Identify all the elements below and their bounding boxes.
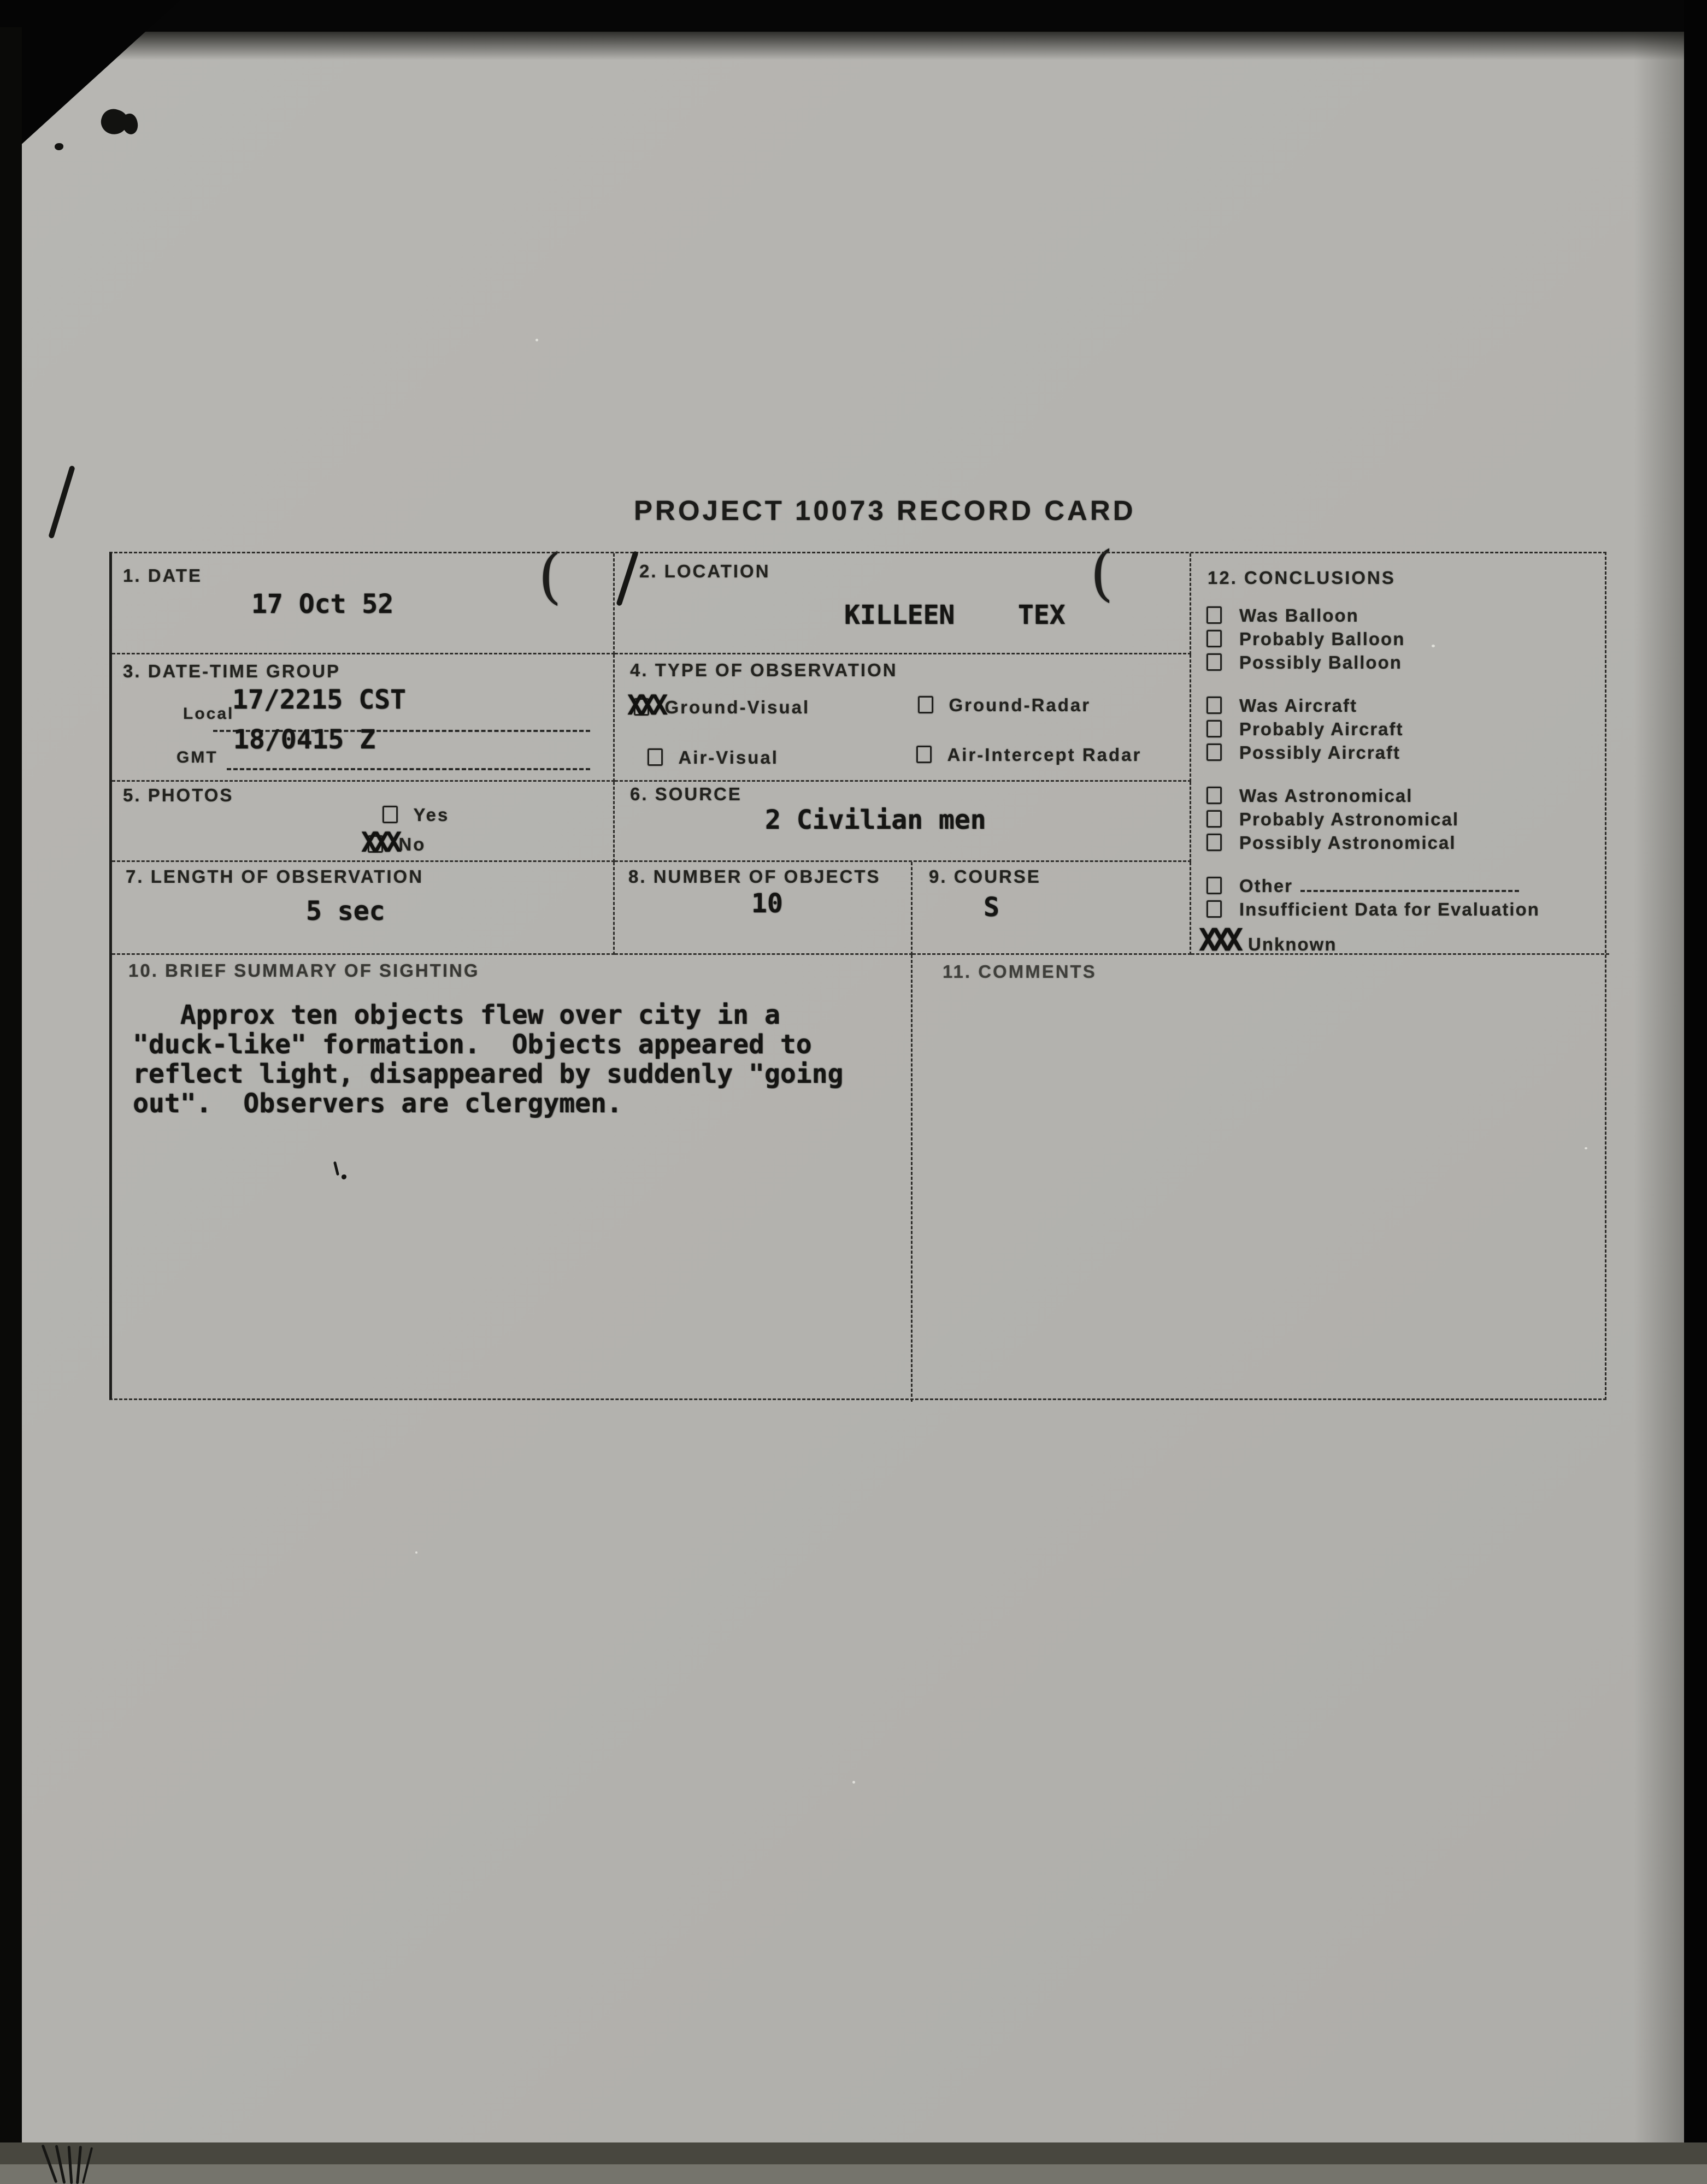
photos-label: 5. PHOTOS	[123, 785, 234, 805]
gmt-label: GMT	[176, 748, 218, 766]
checkbox-icon	[1206, 787, 1222, 804]
pen-dot-mark	[342, 1174, 346, 1179]
conclusion-item: Possibly Balloon	[1206, 652, 1540, 676]
film-edge-bottom-band	[0, 2142, 1707, 2164]
length-of-observation-value: 5 sec	[306, 896, 385, 926]
number-of-objects-label: 8. NUMBER OF OBJECTS	[628, 866, 881, 887]
date-label: 1. DATE	[123, 565, 203, 586]
conclusions-list	[1199, 605, 1540, 958]
conclusions-label: 12. CONCLUSIONS	[1208, 568, 1396, 588]
photos-option-yes: Yes	[382, 805, 449, 825]
course-label: 9. COURSE	[929, 866, 1041, 887]
length-of-observation-cell	[112, 862, 615, 955]
source-label: 6. SOURCE	[630, 784, 742, 804]
summary-line-1: Approx ten objects flew over city in a	[133, 1000, 780, 1030]
location-label: 2. LOCATION	[639, 561, 770, 581]
film-edge-top	[0, 0, 1707, 32]
brief-summary-label: 10. BRIEF SUMMARY OF SIGHTING	[128, 960, 480, 981]
checkbox-icon	[382, 806, 398, 823]
record-card-table	[109, 552, 1606, 1400]
conclusion-item: Probably Astronomical	[1206, 809, 1540, 833]
xxx-typed-mark: XXX	[1199, 923, 1238, 958]
date-time-group-label: 3. DATE-TIME GROUP	[123, 661, 341, 681]
checkbox-icon	[1206, 834, 1222, 851]
conclusion-item: Possibly Aircraft	[1206, 742, 1540, 766]
stray-paren-mark-2: (	[1090, 538, 1114, 608]
observation-option-ground-visual: XXX Ground-Visual	[627, 689, 810, 721]
paper-edge-shadow	[1634, 30, 1684, 2143]
checkbox-icon	[916, 746, 932, 763]
local-label: Local	[183, 705, 234, 723]
comments-cell	[913, 955, 1609, 1402]
type-of-observation-cell	[615, 654, 1191, 782]
location-cell	[615, 553, 1191, 654]
observation-option-air-intercept-radar: Air-Intercept Radar	[916, 745, 1141, 765]
checkbox-icon	[1206, 606, 1222, 624]
conclusions-cell	[1191, 553, 1609, 958]
summary-line-4: out". Observers are clergymen.	[133, 1088, 622, 1119]
pen-tick-mark	[333, 1161, 339, 1176]
film-edge-right	[1684, 0, 1707, 2184]
summary-line-2: "duck-like" formation. Objects appeared to	[133, 1029, 812, 1060]
checkbox-icon	[1206, 877, 1222, 894]
paper-speck	[1585, 1147, 1587, 1149]
checkbox-icon	[1206, 630, 1222, 647]
course-cell	[913, 862, 1191, 955]
xxx-typed-mark: XXX	[627, 689, 664, 721]
checkbox-icon	[648, 748, 663, 766]
film-edge-top-shadow	[21, 32, 1684, 60]
date-time-group-cell	[112, 654, 615, 782]
dotted-fill-line	[1300, 890, 1519, 892]
conclusion-item: Probably Balloon	[1206, 629, 1540, 652]
source-value: 2 Civilian men	[765, 805, 986, 835]
brief-summary-text	[133, 1000, 843, 1118]
paper-speck	[1432, 645, 1435, 647]
checkbox-icon	[918, 696, 933, 713]
conclusion-item: Was Astronomical	[1206, 786, 1540, 809]
number-of-objects-value: 10	[751, 888, 783, 919]
date-value: 17 Oct 52	[251, 589, 394, 619]
local-time-value: 17/2215 CST	[232, 684, 406, 715]
checkbox-icon	[1206, 653, 1222, 671]
length-of-observation-label: 7. LENGTH OF OBSERVATION	[126, 866, 424, 887]
course-value: S	[984, 892, 999, 923]
conclusion-item: Was Balloon	[1206, 605, 1540, 629]
photos-option-no: XXX No	[361, 827, 426, 858]
stray-paren-mark: (	[538, 541, 562, 611]
date-cell	[112, 553, 615, 654]
conclusion-item: Possibly Astronomical	[1206, 833, 1540, 856]
comments-label: 11. COMMENTS	[943, 961, 1097, 982]
observation-option-ground-radar: Ground-Radar	[918, 695, 1091, 716]
film-edge-left	[0, 27, 22, 2142]
page-title: PROJECT 10073 RECORD CARD	[634, 495, 1136, 526]
paper-speck	[415, 1551, 417, 1554]
photos-cell	[112, 782, 615, 862]
xxx-typed-mark: XXX	[361, 827, 398, 858]
checkbox-icon	[1206, 900, 1222, 918]
checkbox-icon	[1206, 696, 1222, 714]
number-of-objects-cell	[615, 862, 913, 955]
checkbox-icon	[1206, 720, 1222, 737]
summary-line-3: reflect light, disappeared by suddenly "going	[133, 1059, 844, 1089]
paper-speck	[535, 339, 538, 341]
conclusion-item: Was Aircraft	[1206, 695, 1540, 719]
checkbox-icon	[1206, 743, 1222, 761]
type-of-observation-label: 4. TYPE OF OBSERVATION	[630, 660, 898, 680]
conclusion-item: Probably Aircraft	[1206, 719, 1540, 742]
film-edge-bottom-gray	[0, 2164, 1707, 2184]
brief-summary-cell	[112, 955, 913, 1402]
observation-option-air-visual: Air-Visual	[648, 747, 779, 768]
conclusion-item-unknown: XXX Unknown	[1199, 923, 1337, 958]
pen-slash-over-location	[616, 551, 639, 606]
source-cell	[615, 782, 1191, 862]
conclusion-item-other: Other	[1206, 876, 1540, 899]
paper-speck	[852, 1781, 855, 1784]
gmt-time-value: 18/0415 Z	[233, 724, 376, 755]
checkbox-icon	[1206, 810, 1222, 828]
gmt-fill-line	[227, 768, 590, 770]
location-value: KILLEEN TEX	[844, 600, 1066, 630]
conclusion-item: Insufficient Data for Evaluation	[1206, 899, 1540, 923]
